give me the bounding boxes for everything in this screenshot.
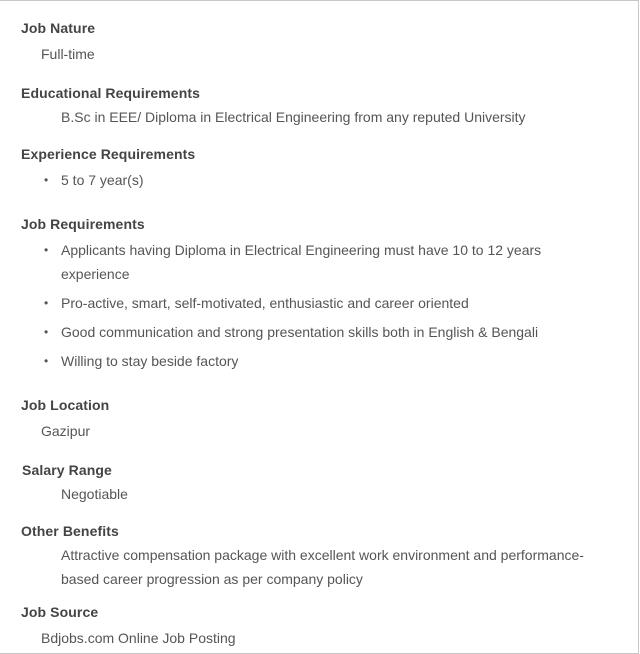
job-source-value: Bdjobs.com Online Job Posting bbox=[41, 630, 236, 646]
job-location-value: Gazipur bbox=[41, 423, 91, 439]
job-location-heading: Job Location bbox=[21, 397, 110, 413]
job-requirement-item: Good communication and strong presentation skills both in English & Bengali bbox=[61, 324, 539, 340]
experience-item: 5 to 7 year(s) bbox=[61, 172, 144, 188]
educational-requirements-value: B.Sc in EEE/ Diploma in Electrical Engineering from any reputed University bbox=[61, 109, 526, 125]
bullet-icon: • bbox=[44, 243, 49, 257]
bullet-icon: • bbox=[44, 354, 49, 368]
experience-requirements-heading: Experience Requirements bbox=[21, 146, 196, 162]
other-benefits-value: Attractive compensation package with excellent work environment and performance-based career progression as per company policy bbox=[61, 547, 584, 587]
job-requirement-item: Applicants having Diploma in Electrical Engineering must have 10 to 12 years experience bbox=[61, 242, 542, 282]
bullet-icon: • bbox=[44, 173, 49, 187]
job-nature-value: Full-time bbox=[41, 46, 95, 62]
salary-range-heading: Salary Range bbox=[22, 462, 112, 478]
bullet-icon: • bbox=[44, 325, 49, 339]
educational-requirements-heading: Educational Requirements bbox=[21, 85, 200, 101]
job-nature-heading: Job Nature bbox=[21, 20, 96, 36]
job-requirement-item: Willing to stay beside factory bbox=[61, 353, 239, 369]
bullet-icon: • bbox=[44, 296, 49, 310]
salary-range-value: Negotiable bbox=[61, 486, 128, 502]
job-requirement-item: Pro-active, smart, self-motivated, enthusiastic and career oriented bbox=[61, 295, 469, 311]
job-source-heading: Job Source bbox=[21, 604, 99, 620]
job-requirements-heading: Job Requirements bbox=[21, 216, 145, 232]
other-benefits-heading: Other Benefits bbox=[21, 523, 119, 539]
